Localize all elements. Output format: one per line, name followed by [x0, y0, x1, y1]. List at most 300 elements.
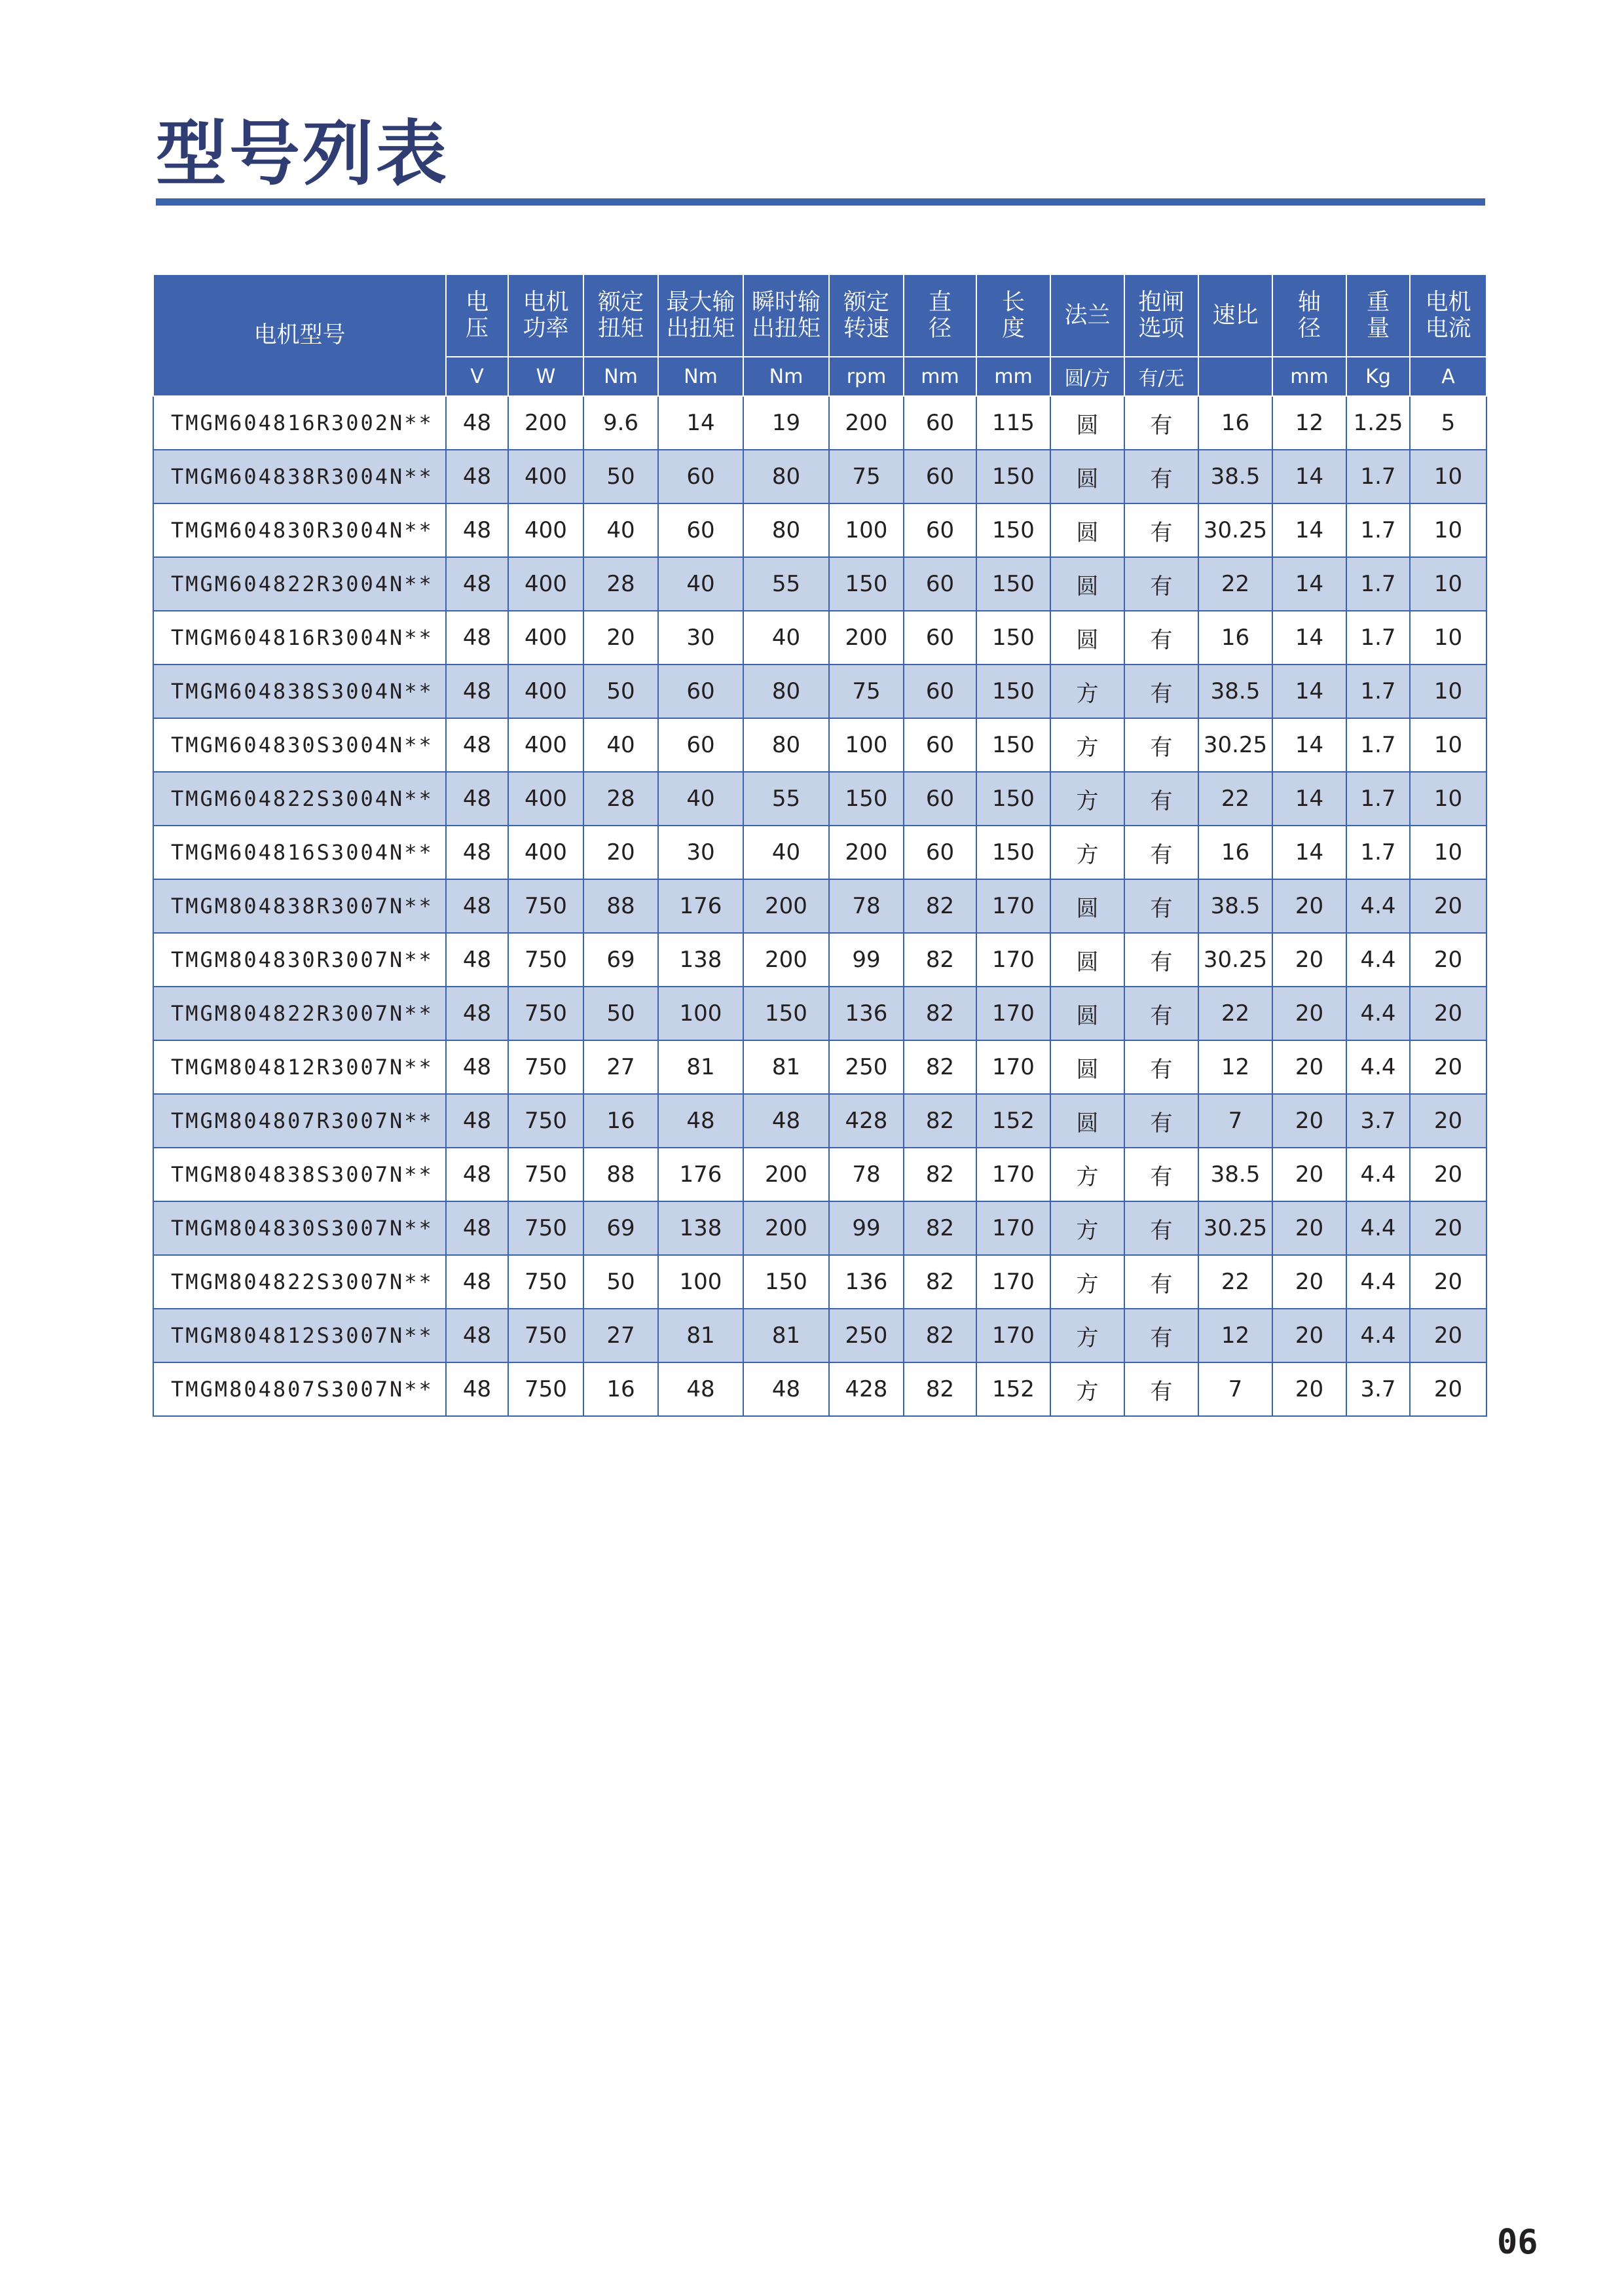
value-cell: 20 — [1272, 1094, 1346, 1148]
value-cell: 40 — [583, 503, 658, 557]
value-cell: 82 — [904, 1040, 976, 1094]
value-cell: 60 — [658, 665, 743, 718]
value-cell: 1.7 — [1346, 665, 1410, 718]
value-cell: 82 — [904, 1309, 976, 1362]
value-cell: 方 — [1050, 718, 1124, 772]
header-label-line1: 瞬时输 — [751, 289, 821, 316]
value-cell: 750 — [508, 1148, 583, 1201]
value-cell: 10 — [1410, 826, 1486, 879]
value-cell: 170 — [976, 933, 1050, 987]
value-cell: 40 — [658, 772, 743, 826]
value-cell: 5 — [1410, 396, 1486, 450]
table-row — [153, 557, 1486, 611]
header-col-8 — [1050, 274, 1124, 357]
header-label-line2: 选项 — [1138, 316, 1185, 342]
value-cell: 14 — [1272, 665, 1346, 718]
value-cell: 有 — [1124, 987, 1198, 1040]
table-row — [153, 1309, 1486, 1362]
value-cell: 69 — [583, 933, 658, 987]
model-cell: TMGM604822S3004N** — [153, 772, 446, 826]
value-cell: 1.7 — [1346, 611, 1410, 665]
value-cell: 有 — [1124, 772, 1198, 826]
value-cell: 99 — [829, 1201, 904, 1255]
header-label-line2: 径 — [1297, 316, 1321, 342]
value-cell: 170 — [976, 1309, 1050, 1362]
value-cell: 136 — [829, 1255, 904, 1309]
value-cell: 圆 — [1050, 450, 1124, 503]
value-cell: 60 — [904, 665, 976, 718]
header-label-line1: 直 — [928, 289, 951, 316]
header-label-line1: 重 — [1366, 289, 1390, 316]
table-row — [153, 611, 1486, 665]
value-cell: 20 — [1272, 1148, 1346, 1201]
value-cell: 14 — [1272, 503, 1346, 557]
header-col-7 — [976, 274, 1050, 357]
value-cell: 40 — [743, 826, 829, 879]
value-cell: 10 — [1410, 450, 1486, 503]
table-body — [153, 396, 1486, 1416]
header-row-labels — [153, 274, 1486, 357]
model-cell: TMGM604830S3004N** — [153, 718, 446, 772]
value-cell: 20 — [583, 611, 658, 665]
value-cell: 200 — [743, 933, 829, 987]
value-cell: 150 — [976, 826, 1050, 879]
table-row — [153, 718, 1486, 772]
value-cell: 方 — [1050, 826, 1124, 879]
value-cell: 48 — [446, 1094, 508, 1148]
value-cell: 20 — [1410, 987, 1486, 1040]
value-cell: 4.4 — [1346, 1309, 1410, 1362]
model-cell: TMGM804838R3007N** — [153, 879, 446, 933]
value-cell: 400 — [508, 718, 583, 772]
value-cell: 14 — [1272, 450, 1346, 503]
value-cell: 60 — [904, 503, 976, 557]
value-cell: 99 — [829, 933, 904, 987]
value-cell: 400 — [508, 826, 583, 879]
value-cell: 22 — [1198, 772, 1272, 826]
model-cell: TMGM804807R3007N** — [153, 1094, 446, 1148]
value-cell: 1.25 — [1346, 396, 1410, 450]
value-cell: 60 — [658, 718, 743, 772]
value-cell: 750 — [508, 1255, 583, 1309]
page-number: 06 — [1497, 2223, 1538, 2262]
header-label-line1: 额定 — [597, 289, 644, 316]
model-cell: TMGM604838R3004N** — [153, 450, 446, 503]
value-cell: 400 — [508, 557, 583, 611]
value-cell: 方 — [1050, 1148, 1124, 1201]
header-unit-3: Nm — [658, 357, 743, 396]
value-cell: 48 — [446, 1148, 508, 1201]
value-cell: 48 — [446, 718, 508, 772]
value-cell: 14 — [658, 396, 743, 450]
value-cell: 150 — [743, 1255, 829, 1309]
value-cell: 3.7 — [1346, 1362, 1410, 1416]
value-cell: 38.5 — [1198, 665, 1272, 718]
value-cell: 60 — [904, 396, 976, 450]
table-row — [153, 933, 1486, 987]
value-cell: 方 — [1050, 665, 1124, 718]
value-cell: 20 — [1272, 879, 1346, 933]
value-cell: 19 — [743, 396, 829, 450]
value-cell: 50 — [583, 665, 658, 718]
value-cell: 60 — [658, 503, 743, 557]
value-cell: 80 — [743, 718, 829, 772]
value-cell: 81 — [743, 1309, 829, 1362]
header-col-12 — [1346, 274, 1410, 357]
table-row — [153, 1255, 1486, 1309]
header-unit-13: A — [1410, 357, 1486, 396]
value-cell: 20 — [1410, 879, 1486, 933]
value-cell: 有 — [1124, 1040, 1198, 1094]
value-cell: 170 — [976, 1255, 1050, 1309]
value-cell: 38.5 — [1198, 450, 1272, 503]
value-cell: 82 — [904, 933, 976, 987]
table-row — [153, 503, 1486, 557]
header-col-6 — [904, 274, 976, 357]
value-cell: 16 — [1198, 826, 1272, 879]
value-cell: 有 — [1124, 1148, 1198, 1201]
value-cell: 82 — [904, 879, 976, 933]
value-cell: 16 — [1198, 611, 1272, 665]
value-cell: 60 — [904, 826, 976, 879]
table-row — [153, 665, 1486, 718]
value-cell: 20 — [1272, 1255, 1346, 1309]
value-cell: 27 — [583, 1040, 658, 1094]
header-label-line2: 扭矩 — [597, 316, 644, 342]
value-cell: 12 — [1198, 1040, 1272, 1094]
model-cell: TMGM804838S3007N** — [153, 1148, 446, 1201]
value-cell: 48 — [658, 1094, 743, 1148]
value-cell: 750 — [508, 1201, 583, 1255]
page-title: 型号列表 — [156, 113, 450, 195]
header-label-line1: 电机 — [1425, 289, 1471, 316]
value-cell: 14 — [1272, 557, 1346, 611]
value-cell: 22 — [1198, 1255, 1272, 1309]
value-cell: 750 — [508, 1040, 583, 1094]
value-cell: 48 — [743, 1362, 829, 1416]
model-spec-table — [153, 274, 1487, 1417]
value-cell: 20 — [1272, 1201, 1346, 1255]
value-cell: 48 — [446, 665, 508, 718]
value-cell: 有 — [1124, 718, 1198, 772]
value-cell: 69 — [583, 1201, 658, 1255]
value-cell: 750 — [508, 987, 583, 1040]
header-label-line1: 额定 — [843, 289, 889, 316]
value-cell: 250 — [829, 1040, 904, 1094]
table-row — [153, 772, 1486, 826]
table-row — [153, 879, 1486, 933]
header-label-line2: 出扭矩 — [751, 316, 821, 342]
value-cell: 有 — [1124, 1362, 1198, 1416]
header-label-line1: 法兰 — [1064, 302, 1111, 329]
table-row — [153, 1040, 1486, 1094]
value-cell: 200 — [508, 396, 583, 450]
value-cell: 60 — [904, 557, 976, 611]
header-unit-2: Nm — [583, 357, 658, 396]
header-unit-10 — [1198, 357, 1272, 396]
value-cell: 22 — [1198, 987, 1272, 1040]
value-cell: 80 — [743, 503, 829, 557]
value-cell: 40 — [658, 557, 743, 611]
value-cell: 80 — [743, 665, 829, 718]
value-cell: 38.5 — [1198, 879, 1272, 933]
value-cell: 30.25 — [1198, 718, 1272, 772]
value-cell: 78 — [829, 879, 904, 933]
header-model: 电机型号 — [153, 274, 446, 396]
value-cell: 176 — [658, 1148, 743, 1201]
value-cell: 28 — [583, 557, 658, 611]
header-label-line2: 功率 — [523, 316, 569, 342]
value-cell: 有 — [1124, 1309, 1198, 1362]
header-unit-1: W — [508, 357, 583, 396]
table-row — [153, 450, 1486, 503]
value-cell: 14 — [1272, 718, 1346, 772]
header-label-line2: 转速 — [843, 316, 889, 342]
model-cell: TMGM604816R3004N** — [153, 611, 446, 665]
value-cell: 48 — [658, 1362, 743, 1416]
value-cell: 27 — [583, 1309, 658, 1362]
value-cell: 10 — [1410, 503, 1486, 557]
value-cell: 400 — [508, 611, 583, 665]
header-unit-9: 有/无 — [1124, 357, 1198, 396]
value-cell: 170 — [976, 879, 1050, 933]
value-cell: 圆 — [1050, 1040, 1124, 1094]
value-cell: 250 — [829, 1309, 904, 1362]
header-unit-5: rpm — [829, 357, 904, 396]
value-cell: 400 — [508, 665, 583, 718]
value-cell: 200 — [743, 879, 829, 933]
value-cell: 14 — [1272, 611, 1346, 665]
value-cell: 48 — [446, 1309, 508, 1362]
value-cell: 28 — [583, 772, 658, 826]
value-cell: 圆 — [1050, 987, 1124, 1040]
header-col-0 — [446, 274, 508, 357]
header-label-line2: 径 — [928, 316, 951, 342]
value-cell: 20 — [1272, 1309, 1346, 1362]
value-cell: 30.25 — [1198, 933, 1272, 987]
value-cell: 152 — [976, 1094, 1050, 1148]
header-label-line2: 压 — [465, 316, 489, 342]
model-cell: TMGM804807S3007N** — [153, 1362, 446, 1416]
value-cell: 20 — [1272, 933, 1346, 987]
value-cell: 12 — [1272, 396, 1346, 450]
value-cell: 20 — [1410, 1201, 1486, 1255]
value-cell: 81 — [658, 1040, 743, 1094]
value-cell: 55 — [743, 557, 829, 611]
table-row — [153, 826, 1486, 879]
value-cell: 80 — [743, 450, 829, 503]
value-cell: 有 — [1124, 879, 1198, 933]
value-cell: 428 — [829, 1362, 904, 1416]
value-cell: 88 — [583, 879, 658, 933]
value-cell: 10 — [1410, 772, 1486, 826]
value-cell: 400 — [508, 772, 583, 826]
value-cell: 48 — [446, 1201, 508, 1255]
model-cell: TMGM604838S3004N** — [153, 665, 446, 718]
header-unit-4: Nm — [743, 357, 829, 396]
value-cell: 50 — [583, 1255, 658, 1309]
value-cell: 20 — [1410, 1094, 1486, 1148]
value-cell: 4.4 — [1346, 1201, 1410, 1255]
value-cell: 有 — [1124, 1094, 1198, 1148]
value-cell: 22 — [1198, 557, 1272, 611]
value-cell: 170 — [976, 1148, 1050, 1201]
value-cell: 20 — [1410, 1309, 1486, 1362]
value-cell: 30 — [658, 826, 743, 879]
value-cell: 82 — [904, 1148, 976, 1201]
value-cell: 100 — [658, 987, 743, 1040]
value-cell: 30.25 — [1198, 1201, 1272, 1255]
value-cell: 48 — [446, 450, 508, 503]
value-cell: 200 — [829, 826, 904, 879]
value-cell: 81 — [658, 1309, 743, 1362]
model-cell: TMGM604830R3004N** — [153, 503, 446, 557]
value-cell: 14 — [1272, 772, 1346, 826]
model-cell: TMGM604816R3002N** — [153, 396, 446, 450]
value-cell: 48 — [446, 1040, 508, 1094]
value-cell: 有 — [1124, 503, 1198, 557]
value-cell: 16 — [1198, 396, 1272, 450]
value-cell: 48 — [446, 557, 508, 611]
value-cell: 48 — [743, 1094, 829, 1148]
value-cell: 20 — [1410, 1255, 1486, 1309]
value-cell: 75 — [829, 450, 904, 503]
value-cell: 82 — [904, 1201, 976, 1255]
value-cell: 圆 — [1050, 557, 1124, 611]
model-cell: TMGM804812S3007N** — [153, 1309, 446, 1362]
value-cell: 圆 — [1050, 396, 1124, 450]
value-cell: 150 — [976, 665, 1050, 718]
header-unit-11: mm — [1272, 357, 1346, 396]
table-row — [153, 1362, 1486, 1416]
value-cell: 50 — [583, 987, 658, 1040]
value-cell: 48 — [446, 987, 508, 1040]
value-cell: 10 — [1410, 611, 1486, 665]
model-cell: TMGM804822S3007N** — [153, 1255, 446, 1309]
value-cell: 100 — [658, 1255, 743, 1309]
value-cell: 400 — [508, 503, 583, 557]
value-cell: 150 — [976, 503, 1050, 557]
value-cell: 12 — [1198, 1309, 1272, 1362]
value-cell: 4.4 — [1346, 1255, 1410, 1309]
value-cell: 170 — [976, 1201, 1050, 1255]
table-row — [153, 1094, 1486, 1148]
value-cell: 4.4 — [1346, 879, 1410, 933]
header-col-3 — [658, 274, 743, 357]
value-cell: 有 — [1124, 450, 1198, 503]
value-cell: 100 — [829, 718, 904, 772]
value-cell: 7 — [1198, 1362, 1272, 1416]
value-cell: 有 — [1124, 665, 1198, 718]
value-cell: 4.4 — [1346, 933, 1410, 987]
value-cell: 150 — [976, 557, 1050, 611]
value-cell: 115 — [976, 396, 1050, 450]
value-cell: 138 — [658, 1201, 743, 1255]
value-cell: 48 — [446, 396, 508, 450]
model-cell: TMGM604822R3004N** — [153, 557, 446, 611]
value-cell: 方 — [1050, 1255, 1124, 1309]
value-cell: 圆 — [1050, 879, 1124, 933]
value-cell: 48 — [446, 879, 508, 933]
value-cell: 82 — [904, 1094, 976, 1148]
value-cell: 30 — [658, 611, 743, 665]
title-divider — [156, 198, 1485, 206]
value-cell: 有 — [1124, 611, 1198, 665]
value-cell: 30.25 — [1198, 503, 1272, 557]
value-cell: 78 — [829, 1148, 904, 1201]
value-cell: 9.6 — [583, 396, 658, 450]
header-unit-6: mm — [904, 357, 976, 396]
value-cell: 7 — [1198, 1094, 1272, 1148]
header-label-line1: 抱闸 — [1138, 289, 1185, 316]
value-cell: 138 — [658, 933, 743, 987]
value-cell: 200 — [829, 611, 904, 665]
value-cell: 10 — [1410, 557, 1486, 611]
value-cell: 100 — [829, 503, 904, 557]
value-cell: 3.7 — [1346, 1094, 1410, 1148]
header-label-line1: 轴 — [1297, 289, 1321, 316]
value-cell: 有 — [1124, 1201, 1198, 1255]
value-cell: 82 — [904, 1362, 976, 1416]
value-cell: 4.4 — [1346, 987, 1410, 1040]
value-cell: 82 — [904, 987, 976, 1040]
value-cell: 40 — [583, 718, 658, 772]
value-cell: 150 — [976, 718, 1050, 772]
value-cell: 20 — [1272, 1040, 1346, 1094]
value-cell: 20 — [1410, 1362, 1486, 1416]
header-col-9 — [1124, 274, 1198, 357]
value-cell: 方 — [1050, 772, 1124, 826]
value-cell: 150 — [829, 557, 904, 611]
value-cell: 200 — [743, 1148, 829, 1201]
table-row — [153, 1148, 1486, 1201]
value-cell: 圆 — [1050, 611, 1124, 665]
value-cell: 60 — [658, 450, 743, 503]
value-cell: 50 — [583, 450, 658, 503]
header-col-4 — [743, 274, 829, 357]
value-cell: 1.7 — [1346, 557, 1410, 611]
value-cell: 750 — [508, 1309, 583, 1362]
value-cell: 40 — [743, 611, 829, 665]
value-cell: 14 — [1272, 826, 1346, 879]
header-label-line1: 速比 — [1212, 302, 1259, 329]
value-cell: 16 — [583, 1094, 658, 1148]
value-cell: 16 — [583, 1362, 658, 1416]
value-cell: 有 — [1124, 396, 1198, 450]
value-cell: 方 — [1050, 1309, 1124, 1362]
value-cell: 4.4 — [1346, 1040, 1410, 1094]
value-cell: 750 — [508, 933, 583, 987]
value-cell: 60 — [904, 718, 976, 772]
value-cell: 750 — [508, 1094, 583, 1148]
value-cell: 150 — [976, 450, 1050, 503]
header-col-5 — [829, 274, 904, 357]
value-cell: 圆 — [1050, 1094, 1124, 1148]
header-label-line1: 电 — [465, 289, 489, 316]
value-cell: 有 — [1124, 557, 1198, 611]
model-cell: TMGM604816S3004N** — [153, 826, 446, 879]
value-cell: 170 — [976, 1040, 1050, 1094]
value-cell: 136 — [829, 987, 904, 1040]
value-cell: 圆 — [1050, 503, 1124, 557]
value-cell: 10 — [1410, 665, 1486, 718]
value-cell: 48 — [446, 1362, 508, 1416]
table-row — [153, 1201, 1486, 1255]
header-unit-0: V — [446, 357, 508, 396]
value-cell: 方 — [1050, 1201, 1124, 1255]
value-cell: 400 — [508, 450, 583, 503]
value-cell: 152 — [976, 1362, 1050, 1416]
